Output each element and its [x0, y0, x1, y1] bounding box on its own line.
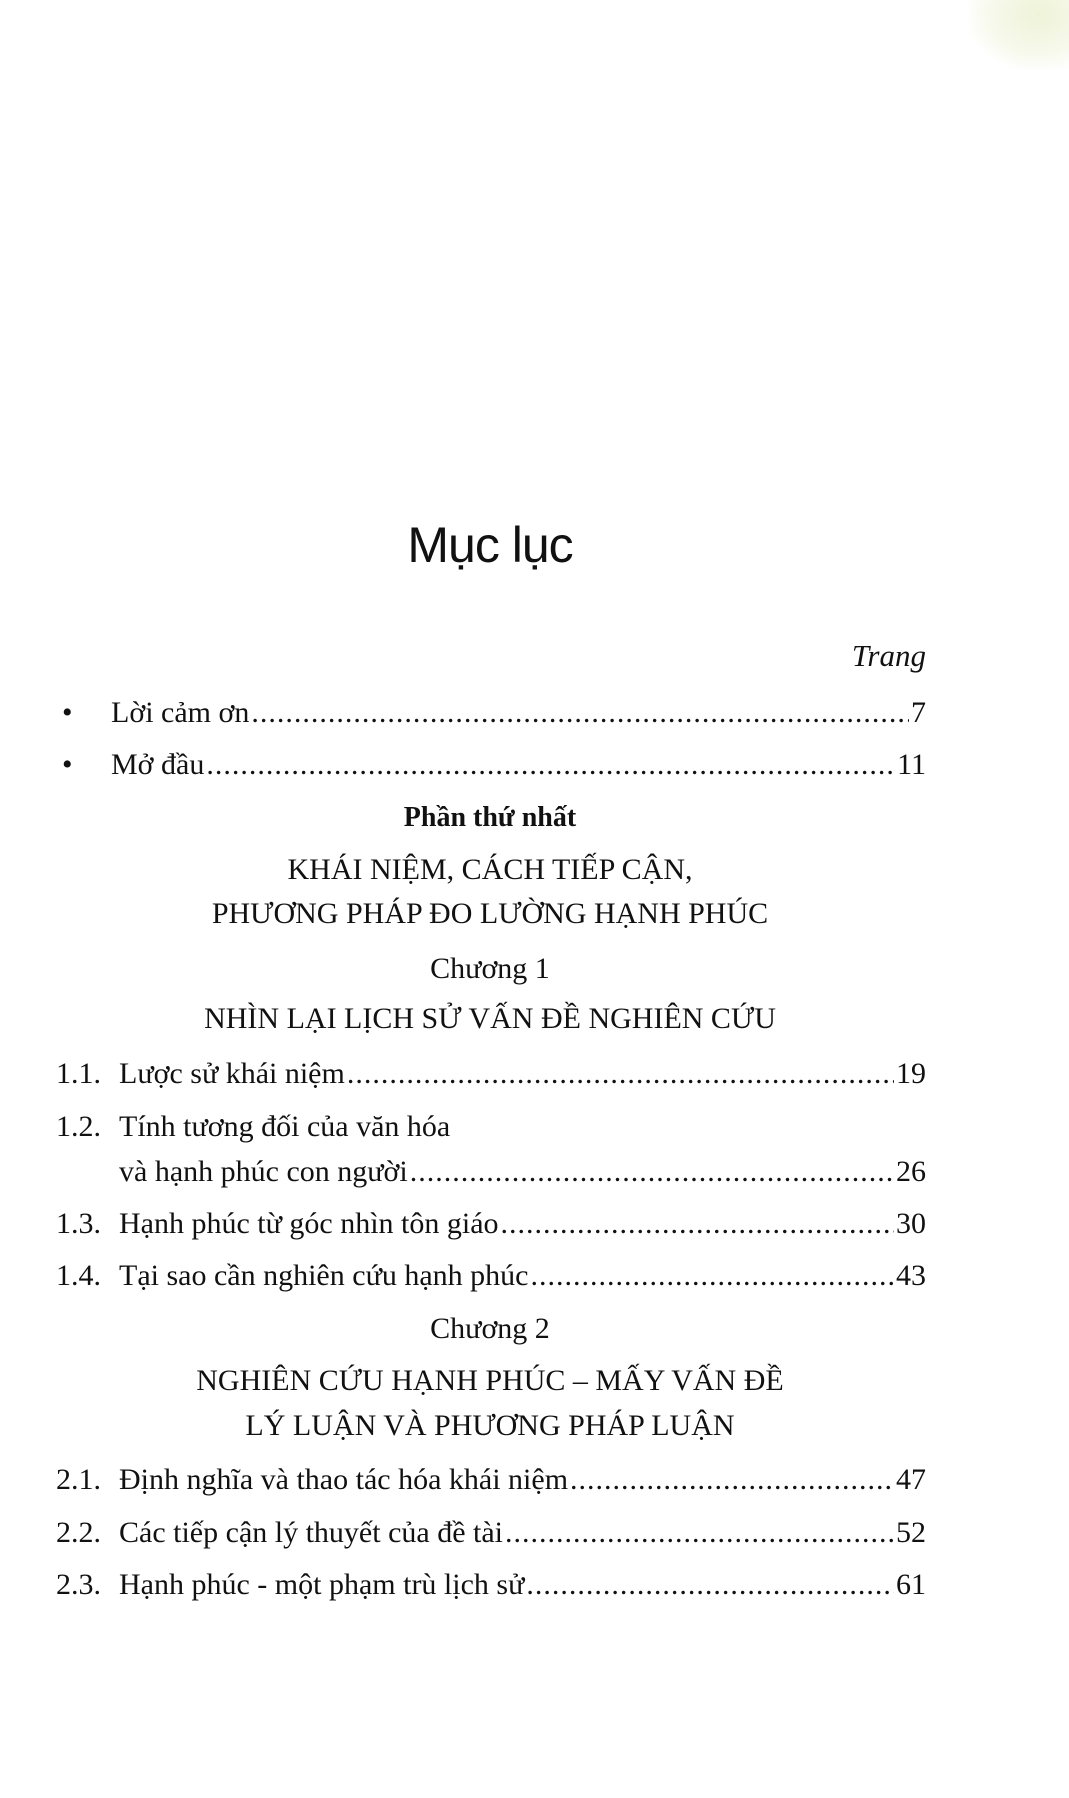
toc-entry-text: Tính tương đối của văn hóa [119, 1110, 451, 1143]
toc-entry-text: Lược sử khái niệm [119, 1057, 345, 1090]
dot-leader [526, 1568, 894, 1602]
chapter-title-line1: NGHIÊN CỨU HẠNH PHÚC – MẤY VẤN ĐỀ [196, 1364, 784, 1397]
toc-entry[interactable] [56, 1207, 926, 1247]
chapter-title: NHÌN LẠI LỊCH SỬ VẤN ĐỀ NGHIÊN CỨU [204, 1002, 776, 1035]
dot-leader [251, 696, 909, 730]
part-title-line1: KHÁI NIỆM, CÁCH TIẾP CẬN, [287, 853, 693, 886]
page-title: Mục lục [407, 517, 573, 573]
toc-entry[interactable] [56, 1110, 926, 1150]
toc-entry-number: 1.2. [56, 1110, 101, 1143]
toc-entry[interactable] [56, 1516, 926, 1556]
toc-entry-text: Mở đầu [111, 748, 205, 781]
dot-leader [410, 1155, 894, 1189]
toc-entry-number: 1.3. [56, 1207, 101, 1240]
toc-entry-page: 52 [896, 1516, 926, 1549]
part-label: Phần thứ nhất [403, 802, 577, 833]
chapter-title-line2: LÝ LUẬN VÀ PHƯƠNG PHÁP LUẬN [245, 1409, 735, 1442]
bullet-icon: • [62, 748, 73, 781]
dot-leader [501, 1207, 894, 1241]
dot-leader [505, 1516, 894, 1550]
toc-entry-text: Lời cảm ơn [111, 696, 250, 729]
toc-entry-text: Hạnh phúc - một phạm trù lịch sử [119, 1568, 525, 1601]
toc-entry-text: Định nghĩa và thao tác hóa khái niệm [119, 1463, 569, 1496]
toc-entry-text: và hạnh phúc con người [119, 1155, 408, 1188]
toc-entry-page: 11 [897, 748, 926, 781]
toc-entry[interactable] [56, 1568, 926, 1608]
page-column-label: Trang [851, 638, 926, 673]
toc-entry-number: 2.1. [56, 1463, 101, 1496]
toc-entry-page: 30 [896, 1207, 926, 1240]
toc-entry-page: 26 [896, 1155, 926, 1188]
toc-entry-number: 2.3. [56, 1568, 101, 1601]
chapter-label: Chương 2 [430, 1312, 550, 1345]
dot-leader [347, 1057, 894, 1091]
toc-entry[interactable] [56, 1057, 926, 1097]
toc-entry-page: 43 [896, 1259, 926, 1292]
toc-entry-number: 1.1. [56, 1057, 101, 1090]
page-corner-tint [969, 0, 1069, 70]
chapter-label: Chương 1 [430, 952, 550, 985]
dot-leader [206, 748, 895, 782]
toc-entry-page: 47 [896, 1463, 926, 1496]
toc-entry-continuation[interactable] [56, 1155, 926, 1195]
toc-entry-text: Các tiếp cận lý thuyết của đề tài [119, 1516, 504, 1549]
toc-entry[interactable] [56, 696, 926, 736]
toc-entry-number: 1.4. [56, 1259, 101, 1292]
toc-entry-text: Hạnh phúc từ góc nhìn tôn giáo [119, 1207, 499, 1240]
toc-entry[interactable] [56, 1259, 926, 1299]
toc-entry-number: 2.2. [56, 1516, 101, 1549]
bullet-icon: • [62, 696, 73, 729]
part-title-line2: PHƯƠNG PHÁP ĐO LƯỜNG HẠNH PHÚC [211, 897, 769, 930]
toc-entry-page: 19 [896, 1057, 926, 1090]
toc-entry-page: 61 [896, 1568, 926, 1601]
dot-leader [570, 1463, 894, 1497]
toc-entry[interactable] [56, 748, 926, 788]
toc-entry[interactable] [56, 1463, 926, 1503]
dot-leader [530, 1259, 894, 1293]
toc-entry-text: Tại sao cần nghiên cứu hạnh phúc [119, 1259, 529, 1292]
toc-entry-page: 7 [911, 696, 926, 729]
